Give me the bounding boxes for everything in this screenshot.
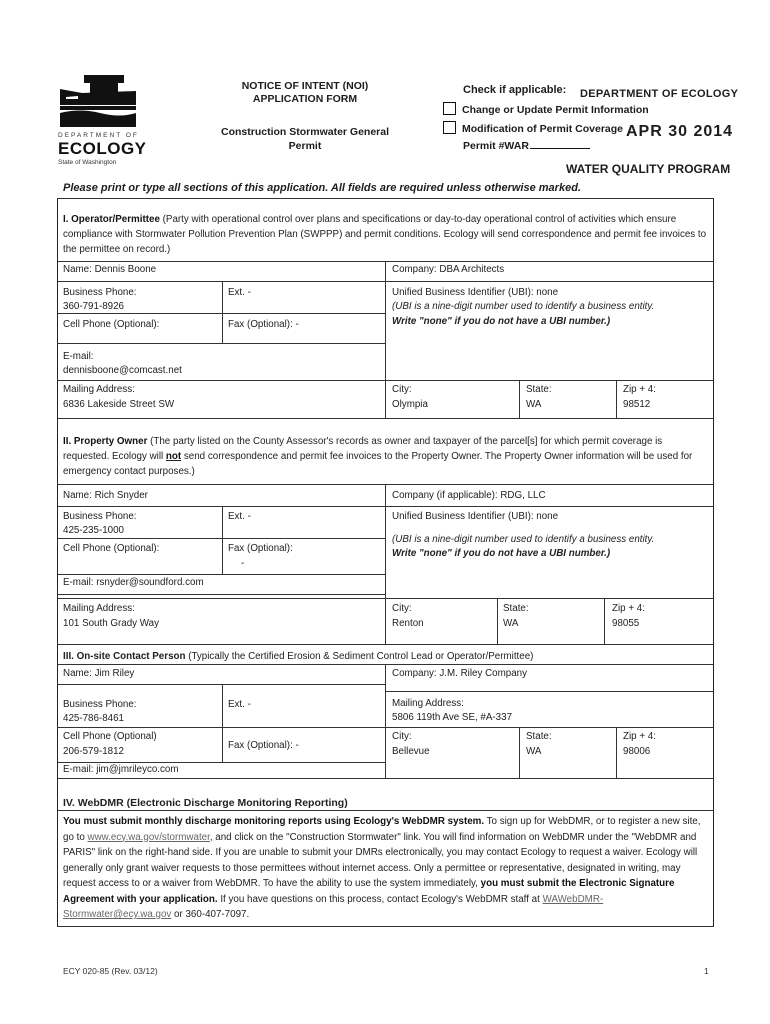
section3-description — [63, 650, 533, 664]
form-title — [215, 80, 395, 106]
permit-war-label: Permit #WAR — [463, 140, 529, 152]
permit-war-blank[interactable] — [530, 148, 590, 149]
frame-left-border — [57, 198, 58, 926]
divider — [57, 598, 714, 599]
divider — [57, 313, 385, 314]
check-heading: Check if applicable: — [463, 84, 567, 96]
operator-state-label: State: — [526, 384, 552, 395]
owner-city[interactable]: Renton — [392, 618, 424, 629]
form-title-line2: APPLICATION FORM — [252, 93, 358, 105]
operator-zip[interactable]: 98512 — [623, 399, 651, 410]
contact-state-label: State: — [526, 731, 552, 742]
divider — [222, 506, 223, 574]
divider — [57, 594, 385, 595]
contact-zip-label: Zip + 4: — [623, 731, 656, 742]
form-subtitle-line2: Permit — [288, 140, 322, 152]
webdmr-email-link[interactable]: WAWebDMR-Stormwater@ecy.wa.gov — [63, 893, 604, 920]
section2-desc-not: not — [165, 451, 182, 462]
divider — [57, 684, 385, 685]
operator-email-label: E-mail: — [63, 351, 94, 362]
operator-mailing-address[interactable]: 6836 Lakeside Street SW — [63, 399, 175, 410]
operator-city[interactable]: Olympia — [392, 399, 428, 410]
divider — [57, 644, 714, 645]
operator-city-label: City: — [392, 384, 412, 395]
section2-desc-a: (The party listed on the County Assessor's records as owner and taxpayer of the parcel[s] for which permit coverage is requested. Ecology will — [63, 436, 663, 462]
contact-zip[interactable]: 98006 — [623, 746, 651, 757]
operator-ubi-note: (UBI is a nine-digit number used to identify a business entity. — [392, 301, 655, 312]
owner-company[interactable]: Company (if applicable): RDG, LLC — [392, 490, 546, 501]
webdmr-text-a: To sign up for WebDMR, or to register a new site, go to — [63, 816, 701, 843]
contact-fax[interactable]: Fax (Optional): - — [228, 740, 299, 751]
section4-body — [63, 814, 708, 923]
stormwater-link[interactable]: www.ecy.wa.gov/stormwater — [87, 831, 210, 843]
owner-ext[interactable]: Ext. - — [228, 511, 251, 522]
divider — [57, 926, 714, 927]
divider — [57, 810, 714, 811]
operator-mailing-label: Mailing Address: — [63, 384, 135, 395]
frame-right-border — [713, 198, 714, 926]
modification-option[interactable] — [443, 121, 623, 135]
contact-ext[interactable]: Ext. - — [228, 699, 251, 710]
agency-state: State of Washington — [58, 159, 117, 166]
owner-fax-value[interactable]: - — [241, 558, 245, 569]
divider — [519, 727, 520, 778]
agency-name: ECOLOGY — [58, 139, 147, 158]
contact-company[interactable]: Company: J.M. Riley Company — [392, 668, 528, 679]
operator-ubi-write: Write "none" if you do not have a UBI number.) — [392, 316, 611, 327]
received-stamp-program: WATER QUALITY PROGRAM — [566, 162, 731, 176]
operator-state[interactable]: WA — [526, 399, 542, 410]
change-update-checkbox[interactable] — [443, 102, 456, 115]
contact-name[interactable]: Name: Jim Riley — [63, 668, 135, 679]
modification-checkbox[interactable] — [443, 121, 456, 134]
page-number: 1 — [704, 966, 709, 976]
form-id: ECY 020-85 (Rev. 03/12) — [63, 966, 158, 976]
owner-state[interactable]: WA — [503, 618, 519, 629]
ecology-logo-icon — [60, 75, 136, 127]
divider — [57, 538, 385, 539]
contact-city-label: City: — [392, 731, 412, 742]
section3-heading: III. On-site Contact Person — [63, 651, 186, 662]
form-title-line1: NOTICE OF INTENT (NOI) — [241, 80, 369, 92]
received-stamp-dept: DEPARTMENT OF ECOLOGY — [580, 88, 739, 100]
owner-business-phone-label: Business Phone: — [63, 511, 137, 522]
webdmr-text-d: or 360-407-7097. — [171, 909, 250, 920]
divider — [57, 343, 385, 344]
operator-company[interactable]: Company: DBA Architects — [392, 264, 505, 275]
section3-desc-text: (Typically the Certified Erosion & Sediment Control Lead or Operator/Permittee) — [185, 651, 534, 662]
section4-heading: IV. WebDMR (Electronic Discharge Monitoring Reporting) — [63, 797, 348, 809]
form-subtitle — [205, 125, 405, 153]
owner-mailing-address[interactable]: 101 South Grady Way — [63, 618, 160, 629]
divider — [385, 664, 386, 778]
owner-city-label: City: — [392, 603, 412, 614]
permit-war-field[interactable] — [463, 140, 590, 152]
operator-cell-phone[interactable]: Cell Phone (Optional): — [63, 319, 160, 330]
change-update-label: Change or Update Permit Information — [462, 104, 649, 116]
contact-state[interactable]: WA — [526, 746, 542, 757]
operator-zip-label: Zip + 4: — [623, 384, 656, 395]
owner-zip[interactable]: 98055 — [612, 618, 640, 629]
owner-ubi[interactable]: Unified Business Identifier (UBI): none — [392, 511, 559, 522]
contact-email[interactable]: E-mail: jim@jmrileyco.com — [63, 764, 179, 775]
operator-business-phone-label: Business Phone: — [63, 287, 137, 298]
divider — [497, 598, 498, 644]
contact-cell-label: Cell Phone (Optional) — [63, 731, 157, 742]
webdmr-text-b: , and click on the "Construction Stormwater" link. You will find information on WebDMR under the "WebDMR and PARIS" link on the right-hand side. If you are unable to submit your DMRs electronically, you may contact Ecology to request a waiver. Ecology will generally only grant waiver requests to those permittees without internet access. Only a permittee or representative, designated in writing, may request access to or a waiver from WebDMR. To have the ability to use the system immediately, — [63, 831, 698, 889]
change-update-option[interactable] — [443, 102, 649, 116]
operator-name[interactable]: Name: Dennis Boone — [63, 264, 157, 275]
owner-name[interactable]: Name: Rich Snyder — [63, 490, 148, 501]
contact-mailing-label: Mailing Address: — [392, 698, 464, 709]
divider — [222, 684, 223, 762]
owner-email[interactable]: E-mail: rsnyder@soundford.com — [63, 577, 204, 588]
signature-agreement-requirement: you must submit the Electronic Signature Agreement with your application. — [63, 878, 675, 905]
contact-mailing-address[interactable]: 5806 119th Ave SE, #A-337 — [392, 712, 513, 723]
owner-cell-phone[interactable]: Cell Phone (Optional): — [63, 543, 160, 554]
operator-ubi[interactable]: Unified Business Identifier (UBI): none — [392, 287, 559, 298]
contact-city[interactable]: Bellevue — [392, 746, 430, 757]
modification-label: Modification of Permit Coverage — [462, 123, 624, 135]
contact-business-phone-label: Business Phone: — [63, 699, 137, 710]
operator-fax[interactable]: Fax (Optional): - — [228, 319, 299, 330]
owner-ubi-note: (UBI is a nine-digit number used to identify a business entity. — [392, 534, 655, 545]
operator-business-phone[interactable]: 360-791-8926 — [63, 301, 125, 312]
owner-state-label: State: — [503, 603, 529, 614]
received-stamp-date: APR 30 2014 — [626, 123, 734, 140]
section2-description — [63, 434, 708, 479]
divider — [385, 484, 386, 644]
divider — [57, 198, 714, 199]
agency-dept: DEPARTMENT OF — [58, 132, 139, 139]
contact-cell-phone[interactable]: 206-579-1812 — [63, 746, 125, 757]
webdmr-text-c: If you have questions on this process, contact Ecology's WebDMR staff at — [217, 893, 543, 905]
divider — [519, 380, 520, 418]
divider — [604, 598, 605, 644]
owner-ubi-write: Write "none" if you do not have a UBI number.) — [392, 548, 611, 559]
owner-fax[interactable]: Fax (Optional): — [228, 543, 293, 554]
divider — [616, 727, 617, 778]
contact-business-phone[interactable]: 425-786-8461 — [63, 713, 125, 724]
divider — [57, 574, 385, 575]
divider — [385, 261, 386, 418]
section2-heading: II. Property Owner — [63, 436, 148, 447]
owner-mailing-label: Mailing Address: — [63, 603, 135, 614]
section1-desc-text: (Party with operational control over plans and specifications or day-to-day operational control of activities which ensure compliance with Stormwater Pollution Prevention Plan (SWPPP) and permit conditions. Ecology will send correspondence and permit fee invoices to the permittee on record.) — [63, 214, 707, 255]
instructions: Please print or type all sections of this application. All fields are required unless otherwise marked. — [63, 182, 581, 194]
operator-email[interactable]: dennisboone@comcast.net — [63, 365, 182, 376]
divider — [385, 691, 714, 692]
ecology-logo — [58, 75, 147, 166]
form-subtitle-line1: Construction Stormwater General — [220, 126, 390, 138]
divider — [222, 281, 223, 343]
owner-zip-label: Zip + 4: — [612, 603, 645, 614]
webdmr-requirement: You must submit monthly discharge monitoring reports using Ecology's WebDMR system. — [63, 816, 485, 827]
divider — [57, 418, 714, 419]
section1-description — [63, 212, 708, 257]
section2-desc-b: send correspondence and permit fee invoices to the Property Owner. The Property Owner information will be used for emergency contact purposes.) — [63, 451, 693, 477]
divider — [57, 506, 714, 507]
section1-heading: I. Operator/Permittee — [63, 214, 160, 225]
divider — [616, 380, 617, 418]
divider — [57, 778, 714, 779]
owner-business-phone[interactable]: 425-235-1000 — [63, 525, 125, 536]
divider — [57, 281, 714, 282]
operator-ext[interactable]: Ext. - — [228, 287, 251, 298]
